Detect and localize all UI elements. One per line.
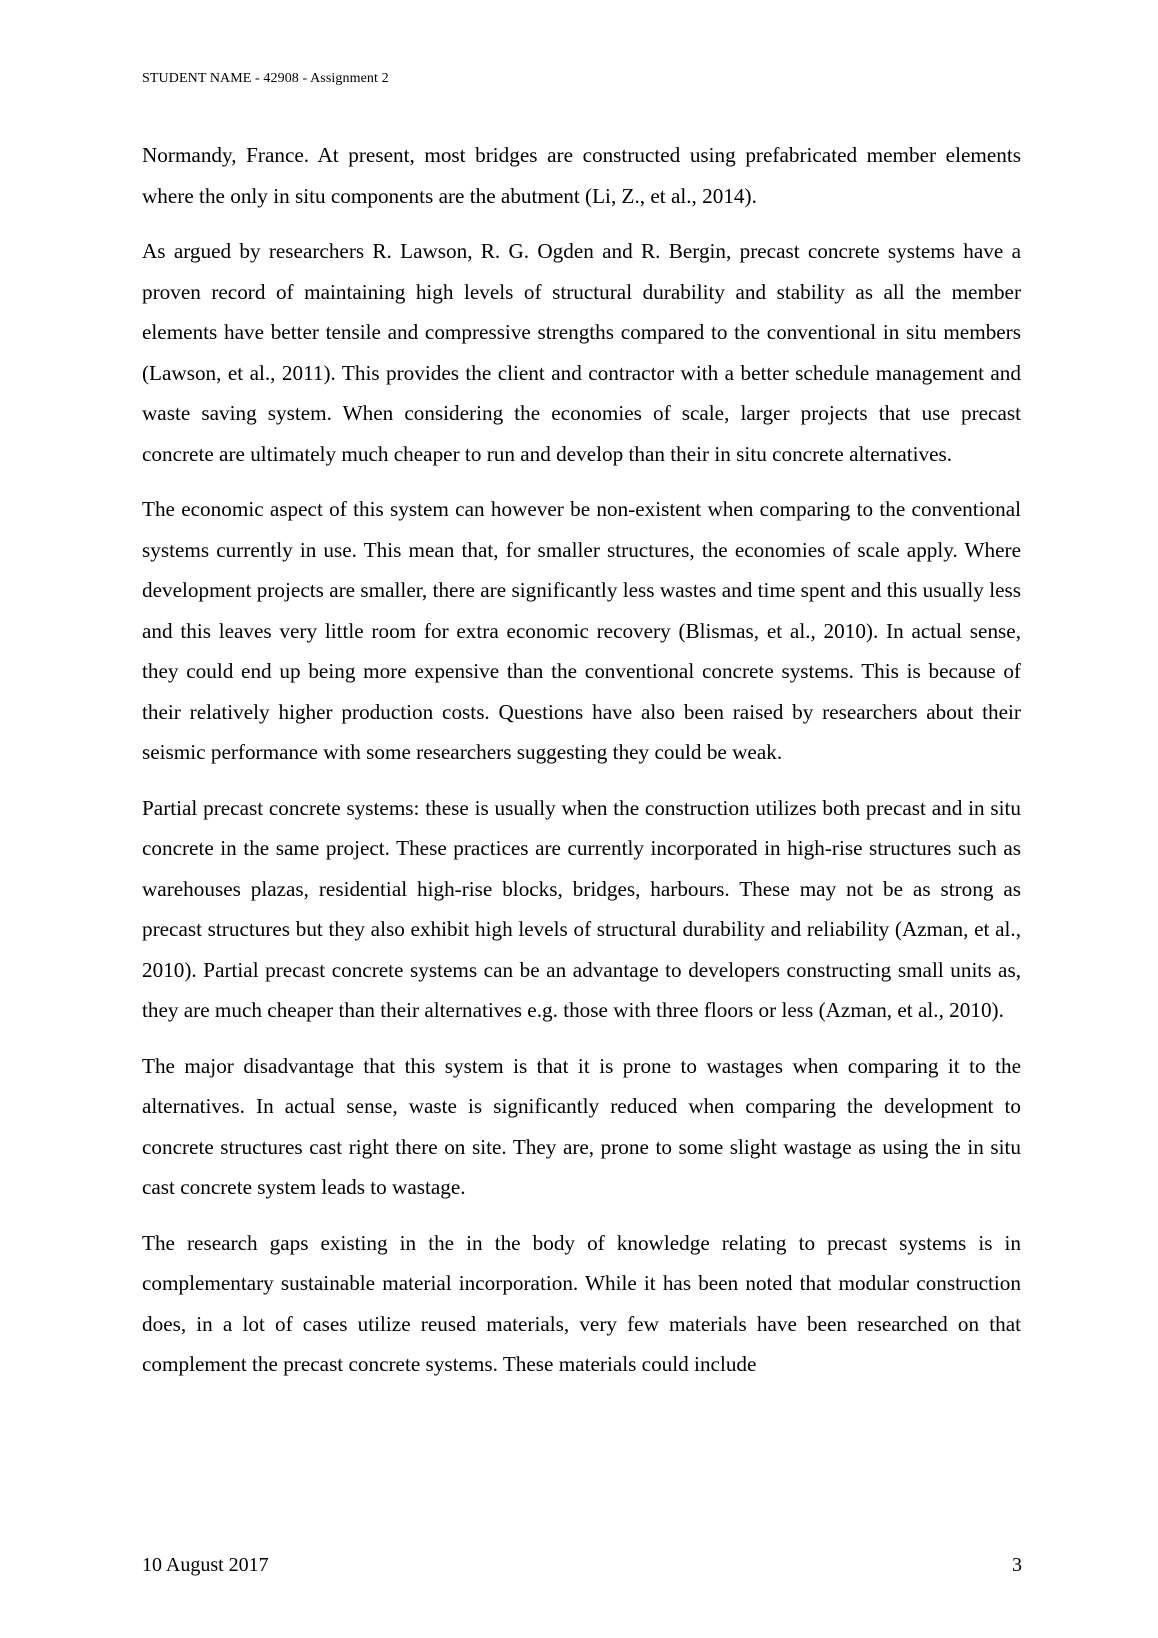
paragraph-1: Normandy, France. At present, most bridges are constructed using prefabricated member elements where the only in situ components are the abutment (Li, Z., et al., 2014). <box>142 143 1021 208</box>
page-number: 3 <box>1012 1554 1022 1576</box>
paragraph-6: The research gaps existing in the in the body of knowledge relating to precast systems is in complementary sustainable material incorporation. While it has been noted that modular construction does, in a lot of cases utilize reused materials, very few materials have been researched on that complement the precast concrete systems. These materials could include <box>142 1230 1021 1376</box>
running-header: STUDENT NAME - 42908 - Assignment 2 <box>142 71 389 86</box>
paragraph-3: The economic aspect of this system can however be non-existent when comparing to the conventional systems currently in use. This mean that, for smaller structures, the economies of scale apply. Where development projects are smaller, there are significantly less wastes and time spent and this usually less and this leaves very little room for extra economic recovery (Blismas, et al., 2010). In actual sense, they could end up being more expensive than the conventional concrete systems. This is because of their relatively higher production costs. Questions have also been raised by researchers about their seismic performance with some researchers suggesting they could be weak. <box>142 497 1021 764</box>
paragraph-5: The major disadvantage that this system is that it is prone to wastages when comparing it to the alternatives. In actual sense, waste is significantly reduced when comparing the development to concrete structures cast right there on site. They are, prone to some slight wastage as using the in situ cast concrete system leads to wastage. <box>142 1053 1021 1199</box>
paragraph-4: Partial precast concrete systems: these is usually when the construction utilizes both precast and in situ concrete in the same project. These practices are currently incorporated in high-rise structures such as warehouses plazas, residential high-rise blocks, bridges, harbours. These may not be as strong as precast structures but they also exhibit high levels of structural durability and reliability (Azman, et al., 2010). Partial precast concrete systems can be an advantage to developers constructing small units as, they are much cheaper than their alternatives e.g. those with three floors or less (Azman, et al., 2010). <box>142 795 1021 1022</box>
body-text <box>142 135 1021 1400</box>
paragraph-2: As argued by researchers R. Lawson, R. G. Ogden and R. Bergin, precast concrete systems have a proven record of maintaining high levels of structural durability and stability as all the member elements have better tensile and compressive strengths compared to the conventional in situ members (Lawson, et al., 2011). This provides the client and contractor with a better schedule management and waste saving system. When considering the economies of scale, larger projects that use precast concrete are ultimately much cheaper to run and develop than their in situ concrete alternatives. <box>142 239 1021 466</box>
footer-date: 10 August 2017 <box>142 1554 269 1576</box>
